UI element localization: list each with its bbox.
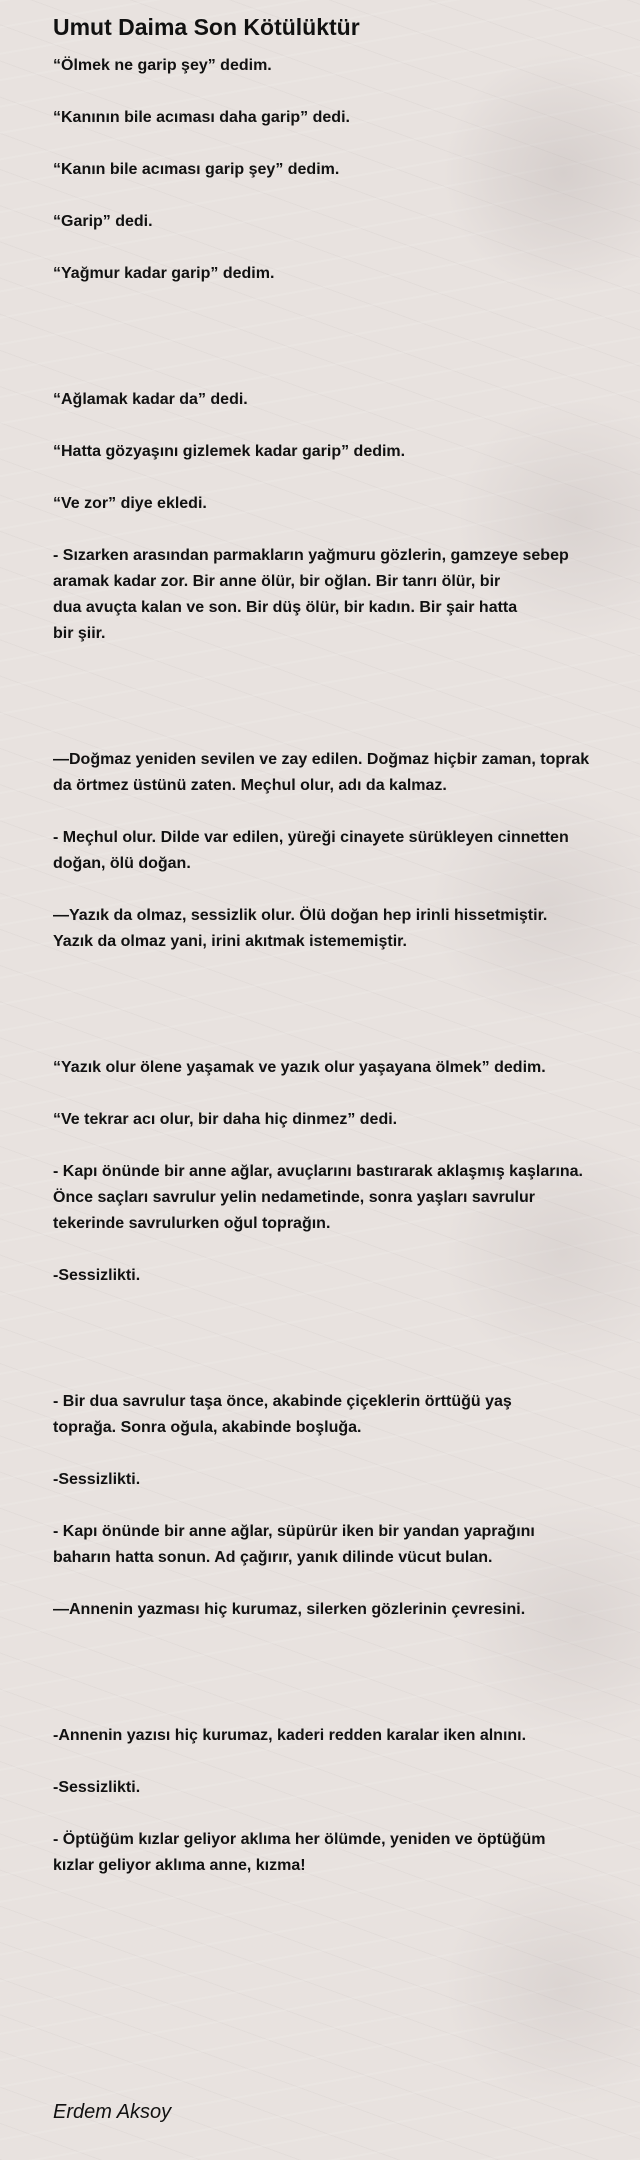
stanza <box>53 1055 601 1289</box>
poem-line: “Ve zor” diye ekledi. <box>53 495 207 512</box>
stanza <box>53 1389 601 1623</box>
poem-line: - Kapı önünde bir anne ağlar, avuçlarını bastırarak aklaşmış kaşlarına. Önce saçları savrulur yelin nedametinde, sonra yaşları savrulur tekerinde savrulurken oğul toprağın. <box>53 1163 583 1232</box>
poem-line: -Sessizlikti. <box>53 1267 141 1284</box>
poem-line: “Hatta gözyaşını gizlemek kadar garip” dedim. <box>53 443 406 460</box>
poem-line: —Yazık da olmaz, sessizlik olur. Ölü doğan hep irinli hissetmiştir. Yazık da olmaz yani, irini akıtmak istememiştir. <box>53 907 548 950</box>
poem-title: Umut Daima Son Kötülüktür <box>53 14 360 40</box>
poem-line: “Ağlamak kadar da” dedi. <box>53 391 248 408</box>
poem-line: - Öptüğüm kızlar geliyor aklıma her ölümde, yeniden ve öptüğüm kızlar geliyor aklıma anne, kızma! <box>53 1831 546 1874</box>
poem-line: —Annenin yazması hiç kurumaz, silerken gözlerinin çevresini. <box>53 1601 526 1618</box>
poem-body <box>53 53 601 1879</box>
poem-line: —Doğmaz yeniden sevilen ve zay edilen. Doğmaz hiçbir zaman, toprak da örtmez üstünü zaten. Meçhul olur, adı da kalmaz. <box>53 751 590 794</box>
poem-line: “Kanın bile acıması garip şey” dedim. <box>53 161 340 178</box>
poem-line: - Meçhul olur. Dilde var edilen, yüreği cinayete sürükleyen cinnetten doğan, ölü doğan. <box>53 829 569 872</box>
stanza <box>53 1723 601 1879</box>
poem-line: - Sızarken arasından parmakların yağmuru gözlerin, gamzeye sebep aramak kadar zor. Bir anne ölür, bir oğlan. Bir tanrı ölür, bir dua avuçta kalan ve son. Bir düş ölür, bir kadın. Bir şair hatta bir şiir. <box>53 547 569 642</box>
stanza <box>53 747 601 955</box>
poem-line: “Yağmur kadar garip” dedim. <box>53 265 275 282</box>
poem-line: - Kapı önünde bir anne ağlar, süpürür iken bir yandan yaprağını baharın hatta sonun. Ad çağırır, yanık dilinde vücut bulan. <box>53 1523 535 1566</box>
stanza <box>53 53 601 287</box>
poem-line: - Bir dua savrulur taşa önce, akabinde çiçeklerin örttüğü yaş toprağa. Sonra oğula, akabinde boşluğa. <box>53 1393 512 1436</box>
poem-line: “Kanının bile acıması daha garip” dedi. <box>53 109 350 126</box>
poem-line: “Yazık olur ölene yaşamak ve yazık olur yaşayana ölmek” dedim. <box>53 1059 546 1076</box>
poem-author: Erdem Aksoy <box>53 2101 172 2123</box>
stanza <box>53 387 601 647</box>
poem-line: -Sessizlikti. <box>53 1779 141 1796</box>
poem-line: “Ölmek ne garip şey” dedim. <box>53 57 272 74</box>
poem-line: “Garip” dedi. <box>53 213 153 230</box>
poem-line: -Sessizlikti. <box>53 1471 141 1488</box>
poem-line: -Annenin yazısı hiç kurumaz, kaderi redden karalar iken alnını. <box>53 1727 527 1744</box>
poem-line: “Ve tekrar acı olur, bir daha hiç dinmez” dedi. <box>53 1111 398 1128</box>
poem-container <box>53 12 601 1879</box>
